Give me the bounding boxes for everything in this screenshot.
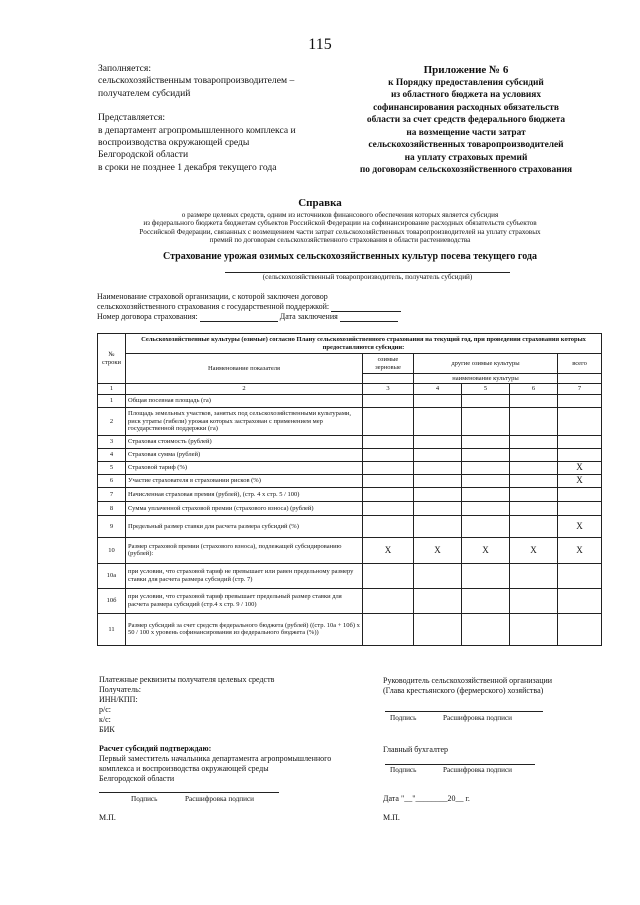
- description-line: премий по договорам сельскохозяйственного страхования в области растениеводства: [209, 236, 471, 245]
- cell-c3[interactable]: [363, 613, 414, 645]
- appendix-line: на уплату страховых премий: [404, 152, 528, 163]
- inn-label: ИНН/КПП:: [99, 695, 138, 704]
- mp-left: М.П.: [99, 813, 116, 822]
- contract-date-label: Дата заключения: [279, 312, 338, 321]
- contract-number-field[interactable]: [200, 312, 278, 322]
- row-name: Сумма уплаченной страховой премии (страхового взноса) (рублей): [126, 501, 363, 515]
- table-row: [98, 407, 602, 435]
- cell-c5[interactable]: [462, 448, 510, 461]
- col-name-header: Наименование показателя: [126, 354, 363, 384]
- contract-date-field[interactable]: [340, 312, 398, 322]
- cell-c5[interactable]: [462, 588, 510, 613]
- page-number: 115: [308, 36, 332, 53]
- confirm-line-3: Белгородской области: [99, 774, 175, 783]
- cell-c4[interactable]: [414, 435, 462, 448]
- cell-c6[interactable]: [510, 461, 558, 474]
- cell-c6[interactable]: [510, 563, 558, 588]
- cell-c4[interactable]: [414, 461, 462, 474]
- cell-c7[interactable]: X: [558, 537, 602, 563]
- description-line: Российской Федерации, связанных с возмещением части затрат сельскохозяйственных товаропроизводителей на уплату страховых: [139, 227, 541, 236]
- cell-c6[interactable]: [510, 448, 558, 461]
- appendix-line: сельскохозяйственных товаропроизводителей: [368, 140, 564, 150]
- cell-c7[interactable]: X: [558, 474, 602, 487]
- ks-label: к/с:: [99, 715, 111, 724]
- row-name: Страховой тариф (%): [126, 461, 363, 474]
- col-winter-grain-header: озимые зерновые: [363, 354, 414, 374]
- submit-label: Представляется:: [98, 112, 166, 124]
- head-signature-line[interactable]: [385, 711, 543, 712]
- date-field[interactable]: Дата "__"________20__ г.: [383, 794, 470, 803]
- row-name: Площадь земельных участков, занятых под сельскохозяйственными культурами, риск утраты (гибели) урожая которых застрахован с применением мер государственной поддержки (га): [126, 407, 363, 435]
- description-line: из федерального бюджета бюджетам субъектов Российской Федерации на софинансирование расходных обязательств субъектов: [143, 219, 537, 228]
- table-row: [98, 474, 602, 487]
- contract-number-label: Номер договора страхования:: [97, 312, 198, 321]
- table-row: [98, 487, 602, 501]
- cell-c3[interactable]: [363, 394, 414, 407]
- col-other-winter-header: другие озимые культуры: [414, 354, 558, 374]
- cell-c4[interactable]: [414, 613, 462, 645]
- confirm-signature-line[interactable]: [99, 792, 279, 793]
- insurance-line-1: Наименование страховой организации, с которой заключен договор: [97, 292, 328, 301]
- cell-c4[interactable]: [414, 515, 462, 537]
- cell-c6[interactable]: [510, 474, 558, 487]
- cell-c5[interactable]: [462, 563, 510, 588]
- appendix-line: области за счет средств федерального бюджета: [366, 115, 566, 125]
- cell-c6[interactable]: [510, 435, 558, 448]
- blank-cell: [558, 374, 602, 384]
- cell-c6[interactable]: [510, 501, 558, 515]
- column-number: 7: [558, 384, 602, 394]
- row-name: при условии, что страховой тариф превышает предельный размер ставки для расчета размера субсидий (стр.4 х стр. 9 / 100): [126, 588, 363, 613]
- cell-c3[interactable]: X: [363, 537, 414, 563]
- row-name: Общая посевная площадь (га): [126, 394, 363, 407]
- requisites-block: [99, 675, 359, 735]
- table-row: [98, 448, 602, 461]
- appendix-line: на возмещение части затрат: [406, 127, 526, 138]
- cell-c4[interactable]: [414, 487, 462, 501]
- submit-text-3: Белгородской области: [98, 149, 189, 161]
- cell-c3[interactable]: [363, 515, 414, 537]
- appendix-line: из областного бюджета на условиях: [390, 90, 542, 100]
- row-num: 9: [98, 515, 126, 537]
- fill-label: Заполняется:: [98, 63, 151, 74]
- cell-c4[interactable]: [414, 407, 462, 435]
- mp-right: М.П.: [383, 813, 400, 822]
- cell-c4[interactable]: [414, 563, 462, 588]
- column-number: 2: [126, 384, 363, 394]
- appendix-block: [330, 64, 602, 177]
- row-num: 10а: [98, 563, 126, 588]
- cell-c3[interactable]: [363, 461, 414, 474]
- description-line: о размере целевых средств, одним из источников финансового обеспечения которых является субсидия: [181, 211, 499, 219]
- doc-subtitle: Страхование урожая озимых сельскохозяйственных культур посева текущего года: [163, 251, 537, 262]
- row-num: 3: [98, 435, 126, 448]
- row-num: 1: [98, 394, 126, 407]
- producer-caption: (сельскохозяйственный товаропроизводитель, получатель субсидий): [262, 273, 473, 281]
- confirm-line-2: комплекса и воспроизводства окружающей среды: [99, 764, 269, 773]
- cell-c5[interactable]: [462, 487, 510, 501]
- cell-c5[interactable]: [462, 461, 510, 474]
- bik-label: БИК: [99, 725, 115, 734]
- column-number: 5: [462, 384, 510, 394]
- head-title-1: Руководитель сельскохозяйственной организации: [383, 676, 553, 685]
- cell-c7[interactable]: [558, 613, 602, 645]
- recipient-label: Получатель:: [99, 685, 141, 694]
- row-name: Предельный размер ставки для расчета размера субсидий (%): [126, 515, 363, 537]
- cell-c3[interactable]: [363, 487, 414, 501]
- table-top-header: Сельскохозяйственные культуры (озимые) согласно Плану сельскохозяйственного страхования на текущий год, при проведении страхования которых предоставляются субсидии:: [126, 334, 602, 354]
- accountant-sign-label: Подпись: [390, 766, 417, 774]
- blank-cell: [363, 374, 414, 384]
- row-name: Страховая сумма (рублей): [126, 448, 363, 461]
- row-num: 7: [98, 487, 126, 501]
- cell-c3[interactable]: [363, 501, 414, 515]
- cell-c3[interactable]: [363, 435, 414, 448]
- table-row: [98, 435, 602, 448]
- fill-info-block: [98, 63, 358, 174]
- row-num: 10б: [98, 588, 126, 613]
- cell-c4[interactable]: [414, 588, 462, 613]
- appendix-line: по договорам сельскохозяйственного страхования: [359, 165, 573, 175]
- cell-c4[interactable]: [414, 474, 462, 487]
- cell-c7[interactable]: [558, 487, 602, 501]
- cell-c3[interactable]: [363, 588, 414, 613]
- cell-c7[interactable]: [558, 448, 602, 461]
- cell-c6[interactable]: [510, 588, 558, 613]
- head-title-2: (Глава крестьянского (фермерского) хозяйства): [383, 686, 544, 695]
- cell-c7[interactable]: [558, 501, 602, 515]
- cell-c5[interactable]: [462, 435, 510, 448]
- cell-c5[interactable]: [462, 613, 510, 645]
- submit-text-1: в департамент агропромышленного комплекса и: [98, 124, 296, 136]
- row-name: Участие страхователя в страховании рисков (%): [126, 474, 363, 487]
- cell-c3[interactable]: [363, 474, 414, 487]
- col-num-header: № строки: [98, 334, 126, 384]
- row-name: Начисленная страховая премия (рублей), (стр. 4 х стр. 5 / 100): [126, 487, 363, 501]
- cell-c6[interactable]: [510, 407, 558, 435]
- row-num: 8: [98, 501, 126, 515]
- table-row: [98, 394, 602, 407]
- row-name: Размер субсидий за счет средств федерального бюджета (рублей) ((стр. 10а + 10б) х 50 / 100 х уровень софинансирования из федерального бюджета (%)): [126, 613, 363, 645]
- cell-c5[interactable]: [462, 515, 510, 537]
- fill-text-2: получателем субсидий: [98, 87, 191, 99]
- accountant-signature-line[interactable]: [385, 764, 535, 765]
- accountant-decode-label: Расшифровка подписи: [443, 766, 512, 774]
- cell-c6[interactable]: X: [510, 537, 558, 563]
- column-number: 4: [414, 384, 462, 394]
- doc-title: Справка: [298, 197, 342, 209]
- row-name: Размер страховой премии (страхового взноса), подлежащей субсидированию (рублей):: [126, 537, 363, 563]
- table-row: [98, 613, 602, 645]
- cell-c5[interactable]: [462, 394, 510, 407]
- submit-text-4: в сроки не позднее 1 декабря текущего года: [98, 161, 277, 173]
- cell-c5[interactable]: [462, 501, 510, 515]
- cell-c4[interactable]: X: [414, 537, 462, 563]
- row-num: 6: [98, 474, 126, 487]
- cell-c3[interactable]: [363, 407, 414, 435]
- head-sign-label: Подпись: [390, 714, 417, 722]
- row-num: 2: [98, 407, 126, 435]
- confirm-title: Расчет субсидий подтверждаю:: [99, 744, 212, 753]
- head-decode-label: Расшифровка подписи: [443, 714, 512, 722]
- table-row: [98, 515, 602, 537]
- insurance-info: [97, 292, 401, 322]
- cell-c7[interactable]: [558, 588, 602, 613]
- cell-c7[interactable]: [558, 394, 602, 407]
- table-row: [98, 588, 602, 613]
- head-block: [383, 676, 613, 696]
- cell-c6[interactable]: [510, 613, 558, 645]
- col-total-header: всего: [558, 354, 602, 374]
- confirm-line-1: Первый заместитель начальника департамента агропромышленного: [99, 754, 332, 763]
- confirm-decode-label: Расшифровка подписи: [185, 795, 254, 803]
- cell-c7[interactable]: [558, 435, 602, 448]
- row-num: 5: [98, 461, 126, 474]
- cell-c7[interactable]: [558, 407, 602, 435]
- cell-c6[interactable]: [510, 515, 558, 537]
- confirm-sign-label: Подпись: [131, 795, 158, 803]
- column-number: 3: [363, 384, 414, 394]
- column-number: 6: [510, 384, 558, 394]
- cell-c3[interactable]: [363, 563, 414, 588]
- cell-c4[interactable]: [414, 501, 462, 515]
- insurance-line-2: сельскохозяйственного страхования с государственной поддержкой:: [97, 302, 330, 311]
- requisites-title: Платежные реквизиты получателя целевых средств: [99, 675, 275, 684]
- table-row: [98, 537, 602, 563]
- fill-text-1: сельскохозяйственным товаропроизводителем –: [98, 75, 295, 87]
- submit-text-2: воспроизводства окружающей среды: [98, 137, 250, 149]
- col-culture-name-header: наименование культуры: [414, 374, 558, 384]
- row-num: 4: [98, 448, 126, 461]
- cell-c5[interactable]: X: [462, 537, 510, 563]
- table-row: [98, 563, 602, 588]
- cell-c7[interactable]: X: [558, 515, 602, 537]
- cell-c6[interactable]: [510, 394, 558, 407]
- rs-label: р/с:: [99, 705, 111, 714]
- row-num: 11: [98, 613, 126, 645]
- insurance-company-field[interactable]: [331, 302, 401, 312]
- doc-description: [100, 211, 580, 245]
- column-number: 1: [98, 384, 126, 394]
- row-name: при условии, что страховой тариф не превышает или равен предельному размеру ставки для расчета размера субсидий (стр. 7): [126, 563, 363, 588]
- subsidy-table: [97, 333, 602, 646]
- appendix-line: к Порядку предоставления субсидий: [388, 77, 544, 88]
- cell-c7[interactable]: [558, 563, 602, 588]
- cell-c5[interactable]: [462, 407, 510, 435]
- cell-c3[interactable]: [363, 448, 414, 461]
- table-row: [98, 501, 602, 515]
- confirm-block: [99, 744, 389, 784]
- appendix-title: Приложение № 6: [423, 64, 509, 76]
- table-row: [98, 461, 602, 474]
- appendix-line: софинансирования расходных обязательств: [373, 102, 559, 113]
- cell-c4[interactable]: [414, 448, 462, 461]
- cell-c7[interactable]: X: [558, 461, 602, 474]
- cell-c6[interactable]: [510, 487, 558, 501]
- cell-c4[interactable]: [414, 394, 462, 407]
- row-name: Страховая стоимость (рублей): [126, 435, 363, 448]
- row-num: 10: [98, 537, 126, 563]
- cell-c5[interactable]: [462, 474, 510, 487]
- accountant-label: Главный бухгалтер: [383, 745, 448, 754]
